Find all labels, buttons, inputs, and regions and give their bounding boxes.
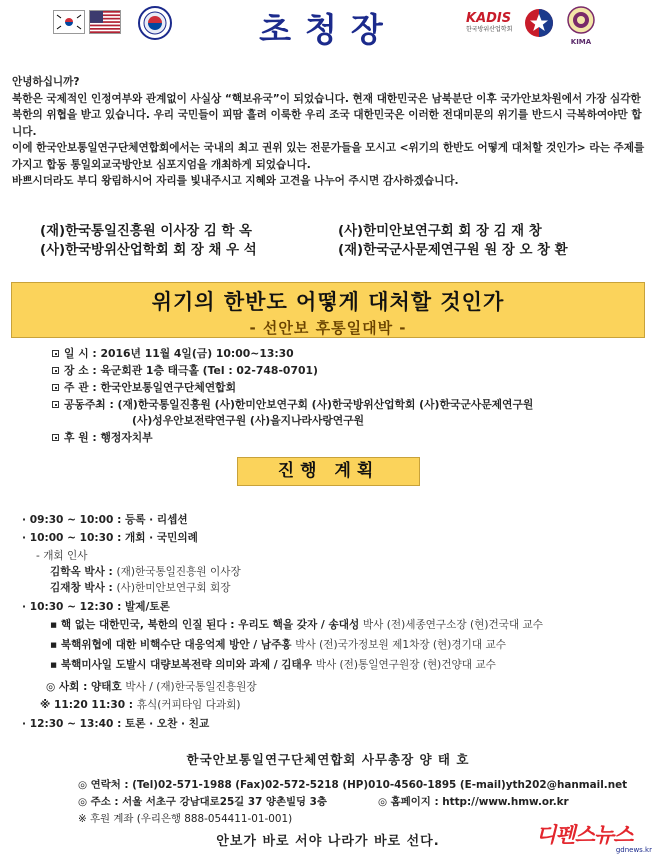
speaker-row: 김재창 박사 : (사)한미안보연구회 회장 xyxy=(50,582,231,594)
greeting-paragraph: 이에 한국안보통일연구단체연합회에서는 국내의 최고 권위 있는 전문가들을 모시고 <위기의 한반도 어떻게 대처할 것인가> 라는 주제를 가지고 합동 통일외교국방안보 심포지엄을 개최하게 되었습니다. xyxy=(12,142,645,171)
secretary-general: 한국안보통일연구단체연합회 사무총장 양 태 호 xyxy=(186,752,470,767)
watermark-text: 디펜스뉴스 xyxy=(536,823,633,847)
square-bullet-icon xyxy=(52,350,59,357)
schedule-opening: · 10:00 ~ 10:30 : 개회 · 국민의례 xyxy=(22,532,198,544)
info-place: 장 소 : 육군회관 1층 태극홀 (Tel : 02-748-0701) xyxy=(52,363,318,378)
schedule-opening-remarks: - 개회 인사 xyxy=(36,550,88,562)
closing-motto: 안보가 바로 서야 나라가 바로 선다. xyxy=(216,834,440,849)
kima-logo-text: KIMA xyxy=(570,38,592,46)
info-cohosts: 공동주최 : (재)한국통일진흥원 (사)한미안보연구회 (사)한국방위산업학회 (사)한국군사문제연구원 xyxy=(52,397,533,412)
schedule-lunch: · 12:30 ~ 13:40 : 토론 · 오찬 · 친교 xyxy=(22,718,210,730)
info-cohosts-cont: (사)성우안보전략연구원 (사)을지나라사랑연구원 xyxy=(132,414,365,427)
donation-account: ※ 후원 계좌 (우리은행 888-054411-01-001) xyxy=(78,813,293,825)
host-3: (사)한국방위산업학회 회 장 채 우 석 xyxy=(40,243,257,258)
kadis-logo-subtext: 한국방위산업학회 xyxy=(466,26,513,33)
star-emblem-icon xyxy=(524,8,554,38)
topic-row: ▪ 북핵미사일 도발시 대량보복전략 의미와 과제 / 김태우 박사 (전)통일연구원장 (현)건양대 교수 xyxy=(50,659,496,671)
break-row: ※ 11:20 11:30 : 휴식(커피타임 다과회) xyxy=(40,699,241,711)
topic-row: ▪ 북핵위협에 대한 비핵수단 대응억제 방안 / 남주홍 박사 (전)국가정보원 제1차장 (현)경기대 교수 xyxy=(50,639,506,651)
schedule-registration: · 09:30 ~ 10:00 : 등록 · 리셉션 xyxy=(22,514,188,526)
event-title: 위기의 한반도 어떻게 대처할 것인가 xyxy=(151,290,505,314)
greeting-paragraph: 바쁘시더라도 부디 왕림하시어 자리를 빛내주시고 지혜와 고견을 나누어 주시면 감사하겠습니다. xyxy=(12,175,459,187)
schedule-presentation: · 10:30 ~ 12:30 : 발제/토론 xyxy=(22,601,170,613)
info-organizer: 주 관 : 한국안보통일연구단체연합회 xyxy=(52,380,236,395)
kadis-logo xyxy=(466,12,522,40)
info-sponsor: 후 원 : 행정자치부 xyxy=(52,430,153,445)
watermark-url: gdnews.kr xyxy=(615,846,652,854)
greeting-text xyxy=(12,74,646,190)
square-bullet-icon xyxy=(52,367,59,374)
contact-info: ◎ 연락처 : (Tel)02-571-1988 (Fax)02-572-5218 (HP)010-4560-1895 (E-mail)yth202@hanmail.net xyxy=(78,779,628,791)
event-title-banner xyxy=(11,282,645,338)
host-2: (사)한미안보연구회 회 장 김 재 창 xyxy=(338,224,542,239)
address: ◎ 주소 : 서울 서초구 강남대로25길 37 양촌빌딩 3층 xyxy=(78,796,327,808)
host-1: (재)한국통일진흥원 이사장 김 학 옥 xyxy=(40,224,252,239)
info-date: 일 시 : 2016년 11월 4일(금) 10:00~13:30 xyxy=(52,346,294,361)
event-subtitle: - 선안보 후통일대박 - xyxy=(249,319,407,337)
square-bullet-icon xyxy=(52,401,59,408)
moderator-row: ◎ 사회 : 양태호 박사 / (재)한국통일진흥원장 xyxy=(46,681,257,693)
kadis-logo-text: KADIS xyxy=(466,11,512,26)
speaker-row: 김학옥 박사 : (재)한국통일진흥원 이사장 xyxy=(50,566,241,578)
host-4: (재)한국군사문제연구원 원 장 오 창 환 xyxy=(338,243,568,258)
greeting-line: 안녕하십니까? xyxy=(12,76,80,88)
topic-row: ▪ 핵 없는 대한민국, 북한의 인질 된다 : 우리도 핵을 갖자 / 송대성 박사 (전)세종연구소장 (현)건국대 교수 xyxy=(50,619,544,631)
square-bullet-icon xyxy=(52,434,59,441)
square-bullet-icon xyxy=(52,384,59,391)
greeting-paragraph: 북한은 국제적인 인정여부와 관계없이 사실상 “핵보유국”이 되었습니다. 현재 대한민국은 남북분단 이후 국가안보차원에서 가장 심각한 북한의 위협을 받고 있습니다. 우리 국민들이 피땀 흘려 이룩한 우리 조국 대한민국은 이러한 전대미문의 위기를 반드시 극복하여야만 합니다. xyxy=(12,92,642,138)
kima-logo xyxy=(566,6,596,44)
program-heading: 진행 계획 xyxy=(237,457,420,486)
kima-emblem-icon xyxy=(566,6,596,34)
watermark-logo xyxy=(536,824,652,854)
homepage: ◎ 홈페이지 : http://www.hmw.or.kr xyxy=(378,796,569,808)
page-title: 초청장 xyxy=(259,10,397,49)
